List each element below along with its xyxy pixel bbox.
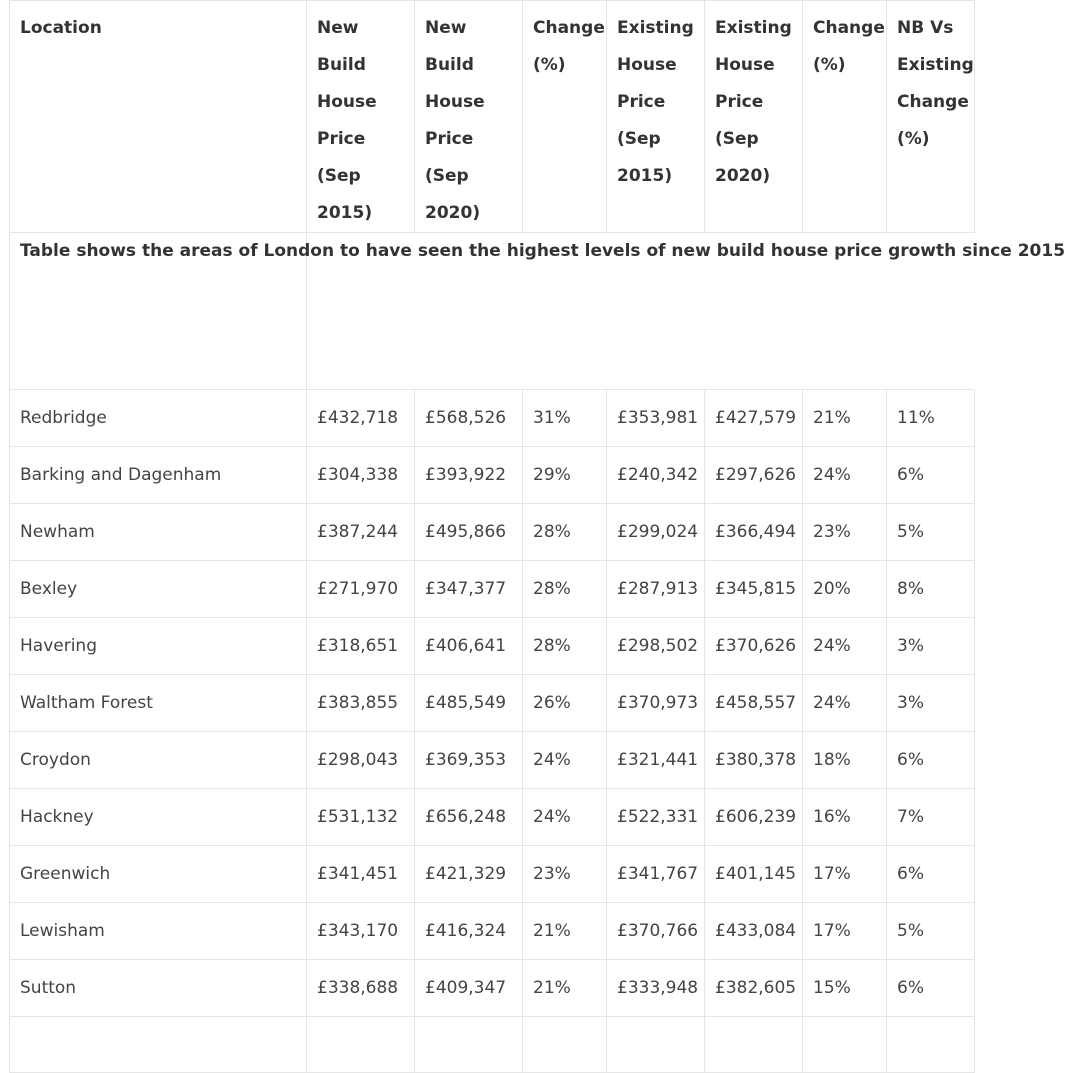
cell-nb-change: 28% xyxy=(523,618,607,675)
table-row xyxy=(10,675,975,732)
table-row xyxy=(10,846,975,903)
cell-location: Newham xyxy=(10,504,307,561)
table-row xyxy=(10,789,975,846)
cell-location: Waltham Forest xyxy=(10,675,307,732)
header-nb-change: Change (%) xyxy=(523,1,607,233)
caption-row xyxy=(10,233,975,390)
cell-existing-change: 20% xyxy=(803,561,887,618)
header-existing-price-2020: Existing House Price (Sep 2020) xyxy=(705,1,803,233)
price-table-container xyxy=(9,0,1065,1073)
table-row xyxy=(10,1017,975,1073)
cell-nb-vs-existing: 5% xyxy=(887,504,975,561)
cell-existing-price-2015: £299,024 xyxy=(607,504,705,561)
table-row xyxy=(10,903,975,960)
cell-existing-change: 16% xyxy=(803,789,887,846)
cell-location: Redbridge xyxy=(10,390,307,447)
cell-nb-price-2020: £485,549 xyxy=(415,675,523,732)
cell-existing-price-2020: £433,084 xyxy=(705,903,803,960)
cell-existing-price-2020: £345,815 xyxy=(705,561,803,618)
cell-existing-change: 18% xyxy=(803,732,887,789)
cell-nb-price-2020: £495,866 xyxy=(415,504,523,561)
cell-location: Hackney xyxy=(10,789,307,846)
table-body xyxy=(10,390,975,1073)
cell-location: Croydon xyxy=(10,732,307,789)
header-existing-change: Change (%) xyxy=(803,1,887,233)
cell-nb-change: 21% xyxy=(523,903,607,960)
cell-nb-change: 24% xyxy=(523,732,607,789)
cell-nb-change xyxy=(523,1017,607,1073)
cell-nb-change: 28% xyxy=(523,504,607,561)
cell-nb-vs-existing: 8% xyxy=(887,561,975,618)
cell-existing-change: 17% xyxy=(803,903,887,960)
cell-nb-price-2020: £393,922 xyxy=(415,447,523,504)
cell-existing-price-2020: £606,239 xyxy=(705,789,803,846)
cell-existing-change: 23% xyxy=(803,504,887,561)
cell-existing-price-2020: £370,626 xyxy=(705,618,803,675)
header-row xyxy=(10,1,975,233)
cell-existing-price-2020: £382,605 xyxy=(705,960,803,1017)
cell-nb-change: 26% xyxy=(523,675,607,732)
cell-nb-vs-existing: 3% xyxy=(887,675,975,732)
cell-nb-vs-existing: 3% xyxy=(887,618,975,675)
cell-existing-price-2020: £297,626 xyxy=(705,447,803,504)
table-row xyxy=(10,447,975,504)
cell-existing-price-2020: £366,494 xyxy=(705,504,803,561)
cell-location: Havering xyxy=(10,618,307,675)
cell-nb-price-2020: £409,347 xyxy=(415,960,523,1017)
header-nb-vs-existing: NB Vs Existing Change (%) xyxy=(887,1,975,233)
cell-nb-vs-existing xyxy=(887,1017,975,1073)
table-row xyxy=(10,561,975,618)
cell-existing-change: 24% xyxy=(803,618,887,675)
cell-existing-price-2015: £240,342 xyxy=(607,447,705,504)
cell-nb-price-2015: £271,970 xyxy=(307,561,415,618)
cell-location: Sutton xyxy=(10,960,307,1017)
table-row xyxy=(10,618,975,675)
cell-location: Lewisham xyxy=(10,903,307,960)
header-nb-price-2015: New Build House Price (Sep 2015) xyxy=(307,1,415,233)
table-row xyxy=(10,732,975,789)
cell-nb-vs-existing: 6% xyxy=(887,846,975,903)
cell-nb-price-2020: £416,324 xyxy=(415,903,523,960)
cell-existing-price-2015: £287,913 xyxy=(607,561,705,618)
cell-nb-vs-existing: 6% xyxy=(887,960,975,1017)
cell-nb-price-2015: £343,170 xyxy=(307,903,415,960)
table-row xyxy=(10,504,975,561)
cell-nb-price-2020: £369,353 xyxy=(415,732,523,789)
cell-nb-change: 23% xyxy=(523,846,607,903)
cell-existing-change: 15% xyxy=(803,960,887,1017)
cell-nb-price-2020: £406,641 xyxy=(415,618,523,675)
cell-existing-price-2015: £333,948 xyxy=(607,960,705,1017)
cell-nb-vs-existing: 5% xyxy=(887,903,975,960)
cell-nb-price-2020: £568,526 xyxy=(415,390,523,447)
cell-nb-change: 28% xyxy=(523,561,607,618)
cell-existing-price-2015: £321,441 xyxy=(607,732,705,789)
cell-nb-price-2015: £318,651 xyxy=(307,618,415,675)
cell-nb-price-2015: £304,338 xyxy=(307,447,415,504)
cell-nb-price-2015: £432,718 xyxy=(307,390,415,447)
cell-nb-price-2020: £347,377 xyxy=(415,561,523,618)
cell-nb-change: 31% xyxy=(523,390,607,447)
cell-existing-price-2020: £458,557 xyxy=(705,675,803,732)
price-growth-table xyxy=(9,0,1065,1073)
cell-existing-change: 24% xyxy=(803,447,887,504)
cell-existing-price-2015: £370,973 xyxy=(607,675,705,732)
cell-location: Bexley xyxy=(10,561,307,618)
cell-existing-price-2020 xyxy=(705,1017,803,1073)
cell-nb-price-2020 xyxy=(415,1017,523,1073)
cell-nb-change: 24% xyxy=(523,789,607,846)
cell-nb-price-2015: £383,855 xyxy=(307,675,415,732)
cell-existing-change: 17% xyxy=(803,846,887,903)
cell-existing-price-2020: £401,145 xyxy=(705,846,803,903)
cell-location: Greenwich xyxy=(10,846,307,903)
table-row xyxy=(10,960,975,1017)
cell-existing-change: 21% xyxy=(803,390,887,447)
cell-existing-change xyxy=(803,1017,887,1073)
cell-nb-vs-existing: 11% xyxy=(887,390,975,447)
cell-nb-vs-existing: 7% xyxy=(887,789,975,846)
cell-existing-price-2015 xyxy=(607,1017,705,1073)
cell-existing-price-2015: £522,331 xyxy=(607,789,705,846)
cell-existing-price-2015: £370,766 xyxy=(607,903,705,960)
cell-nb-price-2015: £341,451 xyxy=(307,846,415,903)
cell-existing-price-2015: £341,767 xyxy=(607,846,705,903)
cell-location xyxy=(10,1017,307,1073)
cell-existing-price-2015: £298,502 xyxy=(607,618,705,675)
cell-nb-change: 21% xyxy=(523,960,607,1017)
cell-nb-price-2020: £656,248 xyxy=(415,789,523,846)
header-location: Location xyxy=(10,1,307,233)
cell-existing-price-2020: £380,378 xyxy=(705,732,803,789)
cell-nb-price-2015: £387,244 xyxy=(307,504,415,561)
cell-existing-change: 24% xyxy=(803,675,887,732)
cell-location: Barking and Dagenham xyxy=(10,447,307,504)
caption-section xyxy=(10,233,1065,390)
cell-nb-price-2015: £298,043 xyxy=(307,732,415,789)
cell-nb-price-2015: £531,132 xyxy=(307,789,415,846)
table-header xyxy=(10,1,975,233)
cell-nb-price-2015: £338,688 xyxy=(307,960,415,1017)
cell-nb-price-2015 xyxy=(307,1017,415,1073)
cell-nb-change: 29% xyxy=(523,447,607,504)
cell-existing-price-2020: £427,579 xyxy=(705,390,803,447)
cell-nb-vs-existing: 6% xyxy=(887,447,975,504)
header-existing-price-2015: Existing House Price (Sep 2015) xyxy=(607,1,705,233)
cell-nb-price-2020: £421,329 xyxy=(415,846,523,903)
table-row xyxy=(10,390,975,447)
cell-nb-vs-existing: 6% xyxy=(887,732,975,789)
cell-existing-price-2015: £353,981 xyxy=(607,390,705,447)
header-nb-price-2020: New Build House Price (Sep 2020) xyxy=(415,1,523,233)
table-caption: Table shows the areas of London to have seen the highest levels of new build house price growth since 2015 xyxy=(10,233,307,390)
